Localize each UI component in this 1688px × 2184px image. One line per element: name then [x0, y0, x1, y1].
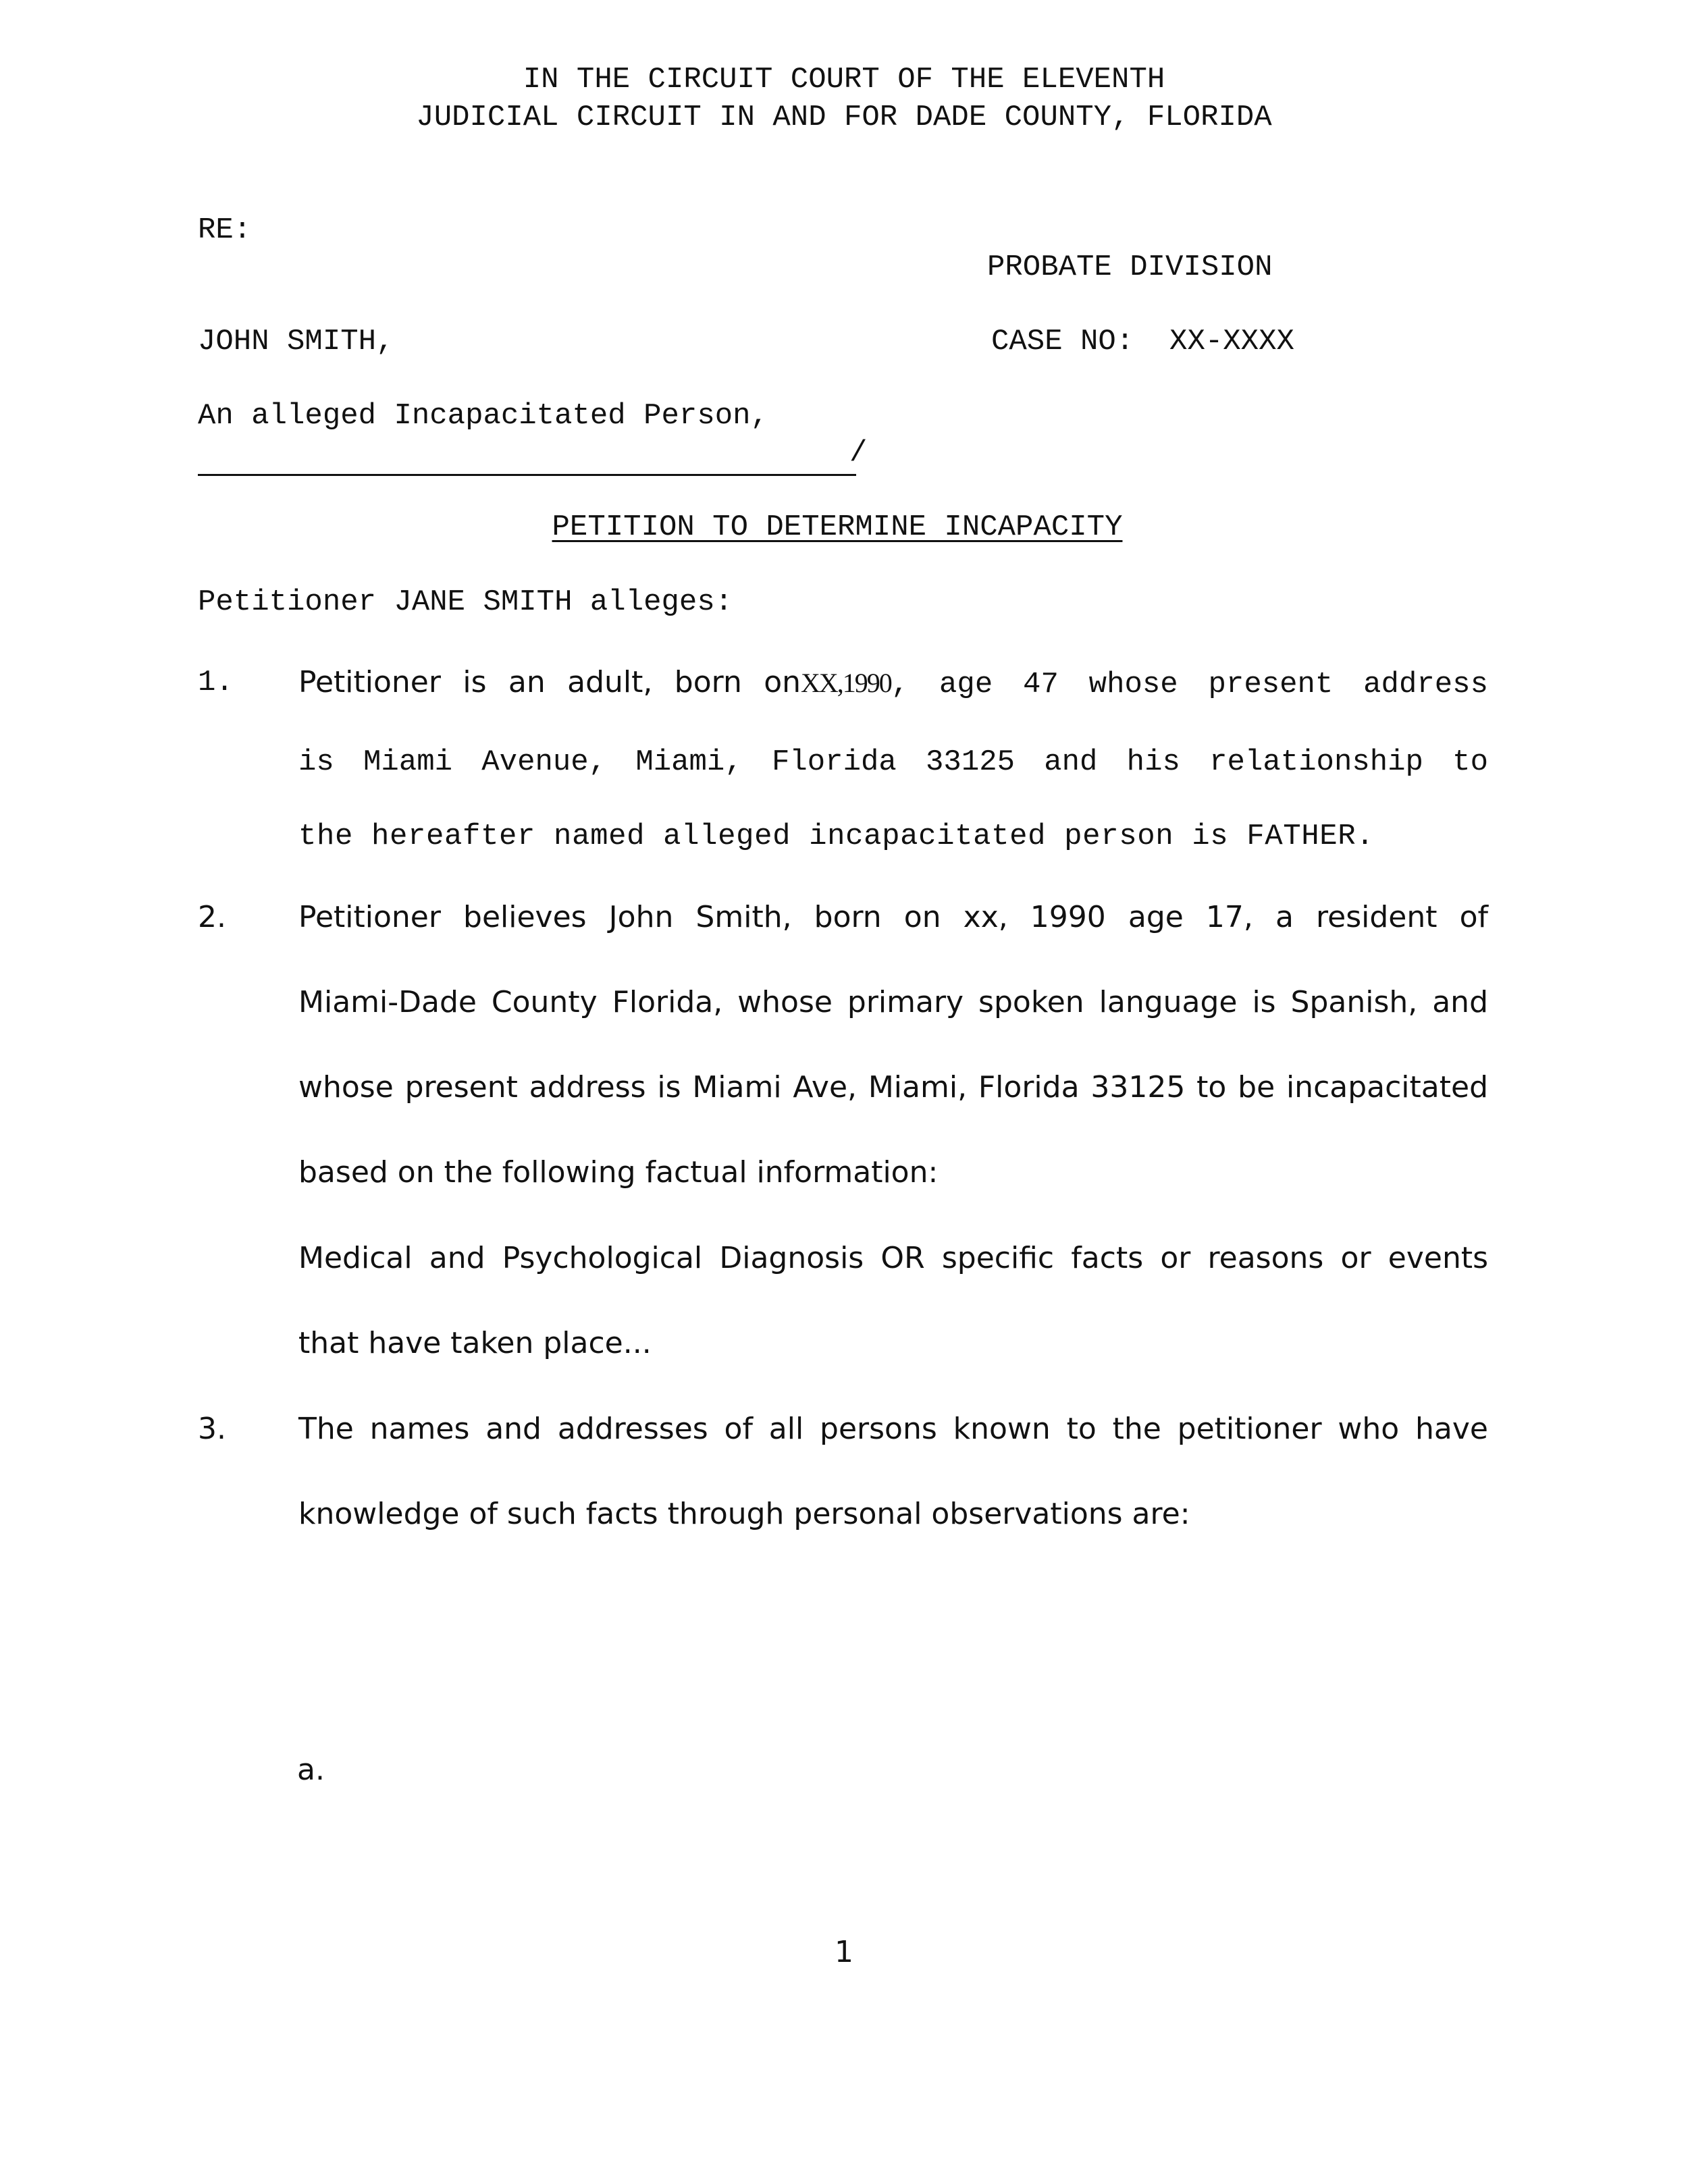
paragraph-1-number: 1.	[198, 666, 234, 699]
paragraph-1-text-a: Petitioner is an adult, born on	[298, 665, 801, 699]
paragraph-3-number: 3.	[198, 1412, 226, 1446]
respondent-descriptor: An alleged Incapacitated Person,	[198, 399, 768, 433]
paragraph-2-line-4: based on the following factual information:	[298, 1155, 939, 1190]
court-header-line-2: JUDICIAL CIRCUIT IN AND FOR DADE COUNTY, FLORIDA	[416, 101, 1272, 134]
paragraph-1-line-2: is Miami Avenue, Miami, Florida 33125 and his relationship to	[298, 745, 1488, 779]
paragraph-2-number: 2.	[198, 900, 226, 934]
caption-rule	[198, 474, 856, 476]
case-number-value: XX-XXXX	[1169, 325, 1294, 358]
court-header-line-1: IN THE CIRCUIT COURT OF THE ELEVENTH	[523, 63, 1165, 97]
paragraph-1-dob: XX,1990	[801, 668, 891, 698]
caption-slash: /	[849, 436, 868, 470]
re-label: RE:	[198, 213, 252, 247]
paragraph-2-line-3: whose present address is Miami Ave, Miami, Florida 33125 to be incapacitated	[298, 1070, 1488, 1104]
intro-text: Petitioner JANE SMITH alleges:	[198, 585, 733, 619]
paragraph-2-line-6: that have taken place...	[298, 1326, 652, 1360]
respondent-name: JOHN SMITH,	[198, 325, 394, 358]
paragraph-3-line-1: The names and addresses of all persons known to the petitioner who have	[298, 1412, 1488, 1446]
paragraph-2-line-1: Petitioner believes John Smith, born on xx, 1990 age 17, a resident of	[298, 900, 1488, 934]
paragraph-2-line-2: Miami-Dade County Florida, whose primary spoken language is Spanish, and	[298, 985, 1488, 1019]
page-number: 1	[835, 1935, 853, 1969]
division-label: PROBATE DIVISION	[987, 250, 1273, 284]
paragraph-3-line-2: knowledge of such facts through personal observations are:	[298, 1497, 1190, 1531]
paragraph-1-line-1	[298, 665, 1488, 703]
paragraph-2-line-5: Medical and Psychological Diagnosis OR specific facts or reasons or events	[298, 1241, 1488, 1275]
paragraph-1-text-b: , age 47 whose present address	[891, 668, 1488, 701]
case-number	[991, 324, 1294, 360]
paragraph-1-line-3: the hereafter named alleged incapacitated person is FATHER.	[298, 820, 1375, 853]
document-title: PETITION TO DETERMINE INCAPACITY	[552, 510, 1123, 544]
list-item-a: a.	[297, 1753, 325, 1787]
case-number-label: CASE NO:	[991, 325, 1134, 358]
